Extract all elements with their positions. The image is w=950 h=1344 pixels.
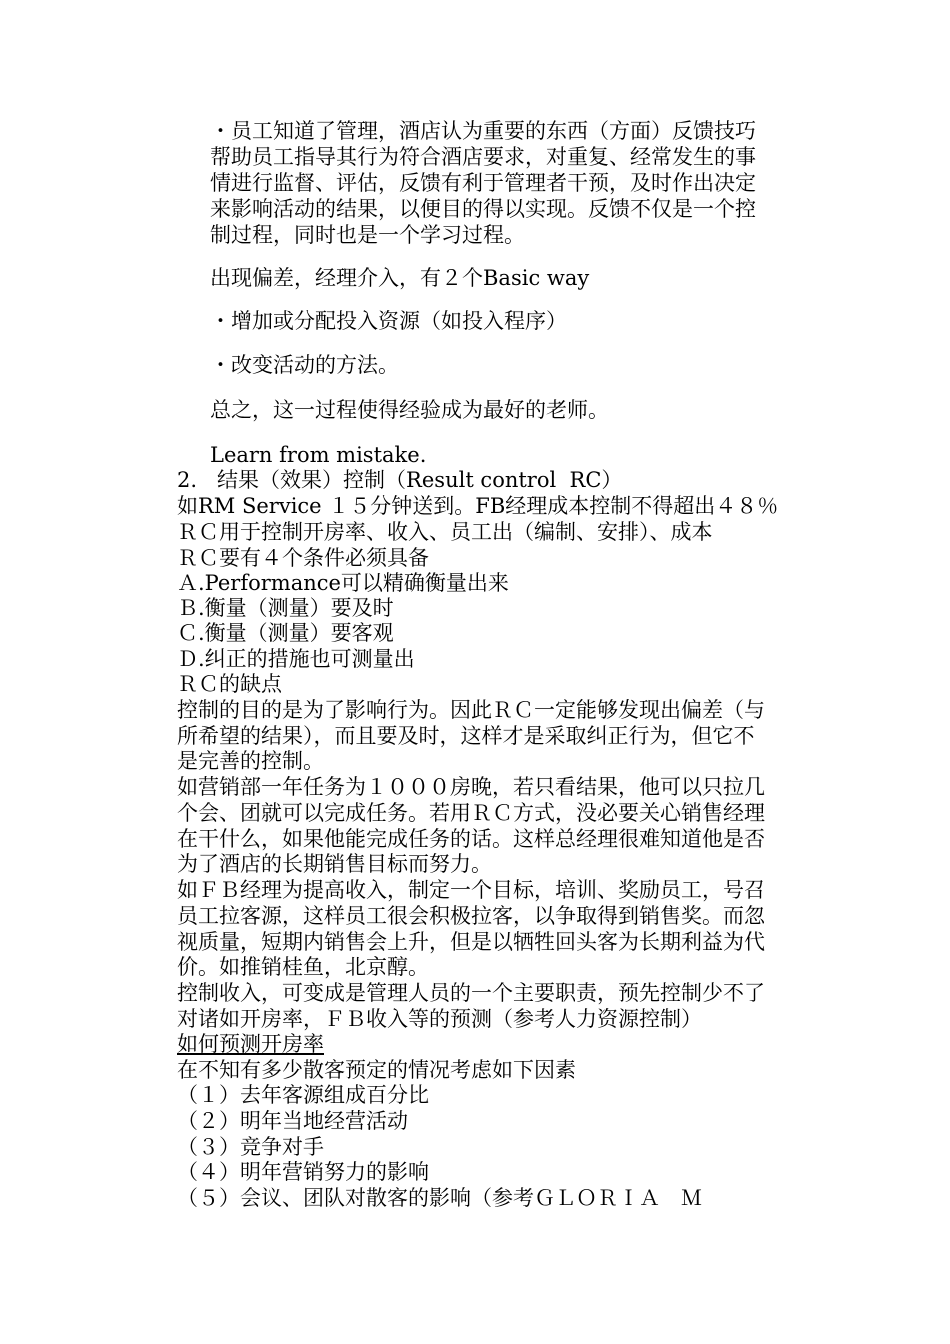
paragraph-line: 制过程，同时也是一个学习过程。 — [210, 223, 525, 247]
list-item: Ｄ.纠正的措施也可测量出 — [177, 647, 415, 671]
paragraph-line: 在干什么，如果他能完成任务的话。这样总经理很难知道他是否 — [177, 827, 765, 851]
paragraph-line: 在不知有多少散客预定的情况考虑如下因素 — [177, 1058, 576, 1082]
paragraph-line: 情进行监督、评估，反馈有利于管理者干预，及时作出决定 — [210, 171, 756, 195]
paragraph-line: Learn from mistake. — [210, 443, 427, 467]
underlined-heading: 如何预测开房率 — [177, 1032, 324, 1056]
paragraph-line: 对诸如开房率，ＦＢ收入等的预测（参考人力资源控制） — [177, 1007, 702, 1031]
bullet-item: ・增加或分配投入资源（如投入程序） — [210, 309, 567, 333]
paragraph-line: 总之，这一过程使得经验成为最好的老师。 — [210, 398, 609, 422]
list-item: Ａ.Performance可以精确衡量出来 — [177, 571, 509, 595]
paragraph-line: 如RM Service １５分钟送到。FB经理成本控制不得超出４８％ — [177, 494, 779, 518]
subheading: ＲＣ的缺点 — [177, 672, 282, 696]
paragraph-line: 控制的目的是为了影响行为。因此ＲＣ一定能够发现出偏差（与 — [177, 698, 765, 722]
paragraph-line: 价。如推销桂鱼，北京醇。 — [177, 955, 429, 979]
numbered-item: （５）会议、团队对散客的影响（参考ＧＬＯＲＩＡ Ｍ — [177, 1186, 702, 1210]
paragraph-line: 帮助员工指导其行为符合酒店要求，对重复、经常发生的事 — [210, 145, 756, 169]
paragraph-line: ＲＣ用于控制开房率、收入、员工出（编制、安排）、成本 — [177, 520, 713, 544]
paragraph-line: 员工拉客源，这样员工很会积极拉客，以争取得到销售奖。而忽 — [177, 904, 765, 928]
numbered-item: （４）明年营销努力的影响 — [177, 1160, 429, 1184]
bullet-item: ・改变活动的方法。 — [210, 353, 399, 377]
list-item: Ｂ.衡量（测量）要及时 — [177, 596, 394, 620]
paragraph-line: 如营销部一年任务为１０００房晚，若只看结果，他可以只拉几 — [177, 775, 765, 799]
paragraph-line: 视质量，短期内销售会上升，但是以牺牲回头客为长期利益为代 — [177, 930, 765, 954]
numbered-item: （３）竞争对手 — [177, 1135, 324, 1159]
paragraph-line: 如ＦＢ经理为提高收入，制定一个目标，培训、奖励员工，号召 — [177, 878, 765, 902]
paragraph-line: 控制收入，可变成是管理人员的一个主要职责，预先控制少不了 — [177, 981, 765, 1005]
paragraph-line: 所希望的结果），而且要及时，这样才是采取纠正行为，但它不 — [177, 724, 755, 748]
paragraph-line: 来影响活动的结果，以便目的得以实现。反馈不仅是一个控 — [210, 197, 756, 221]
numbered-item: （２）明年当地经营活动 — [177, 1109, 408, 1133]
paragraph-line: 是完善的控制。 — [177, 749, 324, 773]
paragraph-line: 出现偏差，经理介入，有２个Basic way — [210, 266, 590, 290]
paragraph-line: 为了酒店的长期销售目标而努力。 — [177, 852, 492, 876]
numbered-item: （１）去年客源组成百分比 — [177, 1083, 429, 1107]
paragraph-line: 个会、团就可以完成任务。若用ＲＣ方式，没必要关心销售经理 — [177, 801, 765, 825]
paragraph-line: ＲＣ要有４个条件必须具备 — [177, 546, 429, 570]
list-item: Ｃ.衡量（测量）要客观 — [177, 621, 394, 645]
paragraph-line: ・员工知道了管理，酒店认为重要的东西（方面）反馈技巧 — [210, 119, 756, 143]
section-heading: 2. 结果（效果）控制（Result control RC） — [177, 468, 623, 492]
